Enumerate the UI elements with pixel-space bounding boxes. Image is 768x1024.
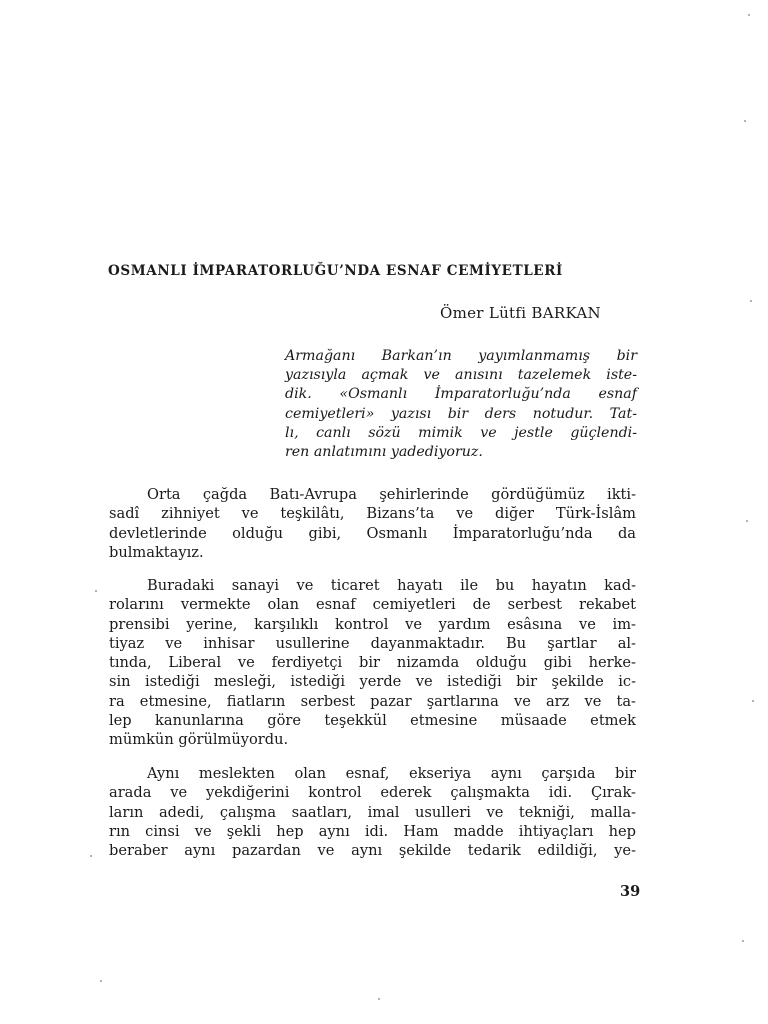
text-line: rolarını vermekte olan esnaf cemiyetleri de serbest rekabet	[109, 596, 636, 614]
scan-speck	[90, 855, 92, 857]
text-line: sadî zihniyet ve teşkilâtı, Bizans’ta ve diğer Türk-İslâm	[109, 505, 636, 523]
text-line: Orta çağda Batı-Avrupa şehirlerinde gördüğümüz ikti-	[147, 486, 636, 503]
scan-speck	[100, 980, 102, 982]
paragraph-2	[109, 576, 636, 750]
paragraph-1	[109, 485, 636, 562]
scan-speck	[752, 700, 754, 702]
dedication-note	[285, 347, 637, 462]
scan-speck	[378, 998, 380, 1000]
scan-speck	[95, 590, 97, 592]
text-line: devletlerinde olduğu gibi, Osmanlı İmparatorluğu’nda da	[109, 524, 636, 542]
scan-speck	[744, 120, 746, 122]
paragraph-3	[109, 764, 636, 860]
text-line: sin istediği mesleği, istediği yerde ve istediği bir şekilde ic-	[109, 673, 636, 691]
scan-speck	[742, 940, 744, 942]
text-line: lep kanunlarına göre teşekkül etmesine müsaade etmek	[109, 712, 636, 730]
dedication-line: lı, canlı sözü mimik ve jestle güçlendi-	[285, 424, 637, 441]
text-line: Aynı meslekten olan esnaf, ekseriya aynı çarşıda bir	[147, 765, 636, 782]
dedication-line: dik. «Osmanlı İmparatorluğu’nda esnaf	[285, 386, 637, 403]
dedication-line: cemiyetleri» yazısı bir ders notudur. Tat-	[285, 405, 637, 422]
page-number: 39	[620, 883, 641, 900]
dedication-line: Armağanı Barkan’ın yayımlanmamış bir	[285, 348, 637, 364]
scan-speck	[746, 520, 748, 522]
scan-speck	[750, 300, 752, 302]
dedication-line: yazısıyla açmak ve anısını tazelemek iste-	[285, 367, 637, 384]
text-line: ra etmesine, fiatların serbest pazar şartlarına ve arz ve ta-	[109, 692, 636, 710]
text-line: Buradaki sanayi ve ticaret hayatı ile bu hayatın kad-	[147, 577, 636, 594]
text-line: tında, Liberal ve ferdiyetçi bir nizamda olduğu gibi herke-	[109, 654, 636, 672]
text-line: beraber aynı pazardan ve aynı şekilde tedarik edildiği, ye-	[109, 842, 636, 860]
text-line: arada ve yekdiğerini kontrol ederek çalışmakta idi. Çırak-	[109, 784, 636, 802]
text-line: ların adedi, çalışma saatları, imal usulleri ve tekniği, malla-	[109, 803, 636, 821]
text-line: tiyaz ve inhisar usullerine dayanmaktadır. Bu şartlar al-	[109, 634, 636, 652]
text-line: mümkün görülmüyordu.	[109, 731, 289, 749]
text-line: bulmaktayız.	[109, 543, 204, 561]
author-name: Ömer Lütfi BARKAN	[440, 304, 601, 322]
article-title: OSMANLI İMPARATORLUĞU’NDA ESNAF CEMİYETLERİ	[108, 263, 563, 279]
text-line: rın cinsi ve şekli hep aynı idi. Ham madde ihtiyaçları hep	[109, 822, 636, 840]
text-line: prensibi yerine, karşılıklı kontrol ve yardım esâsına ve im-	[109, 615, 636, 633]
dedication-line: ren anlatımını yadediyoruz.	[285, 444, 483, 461]
scan-speck	[748, 14, 750, 16]
